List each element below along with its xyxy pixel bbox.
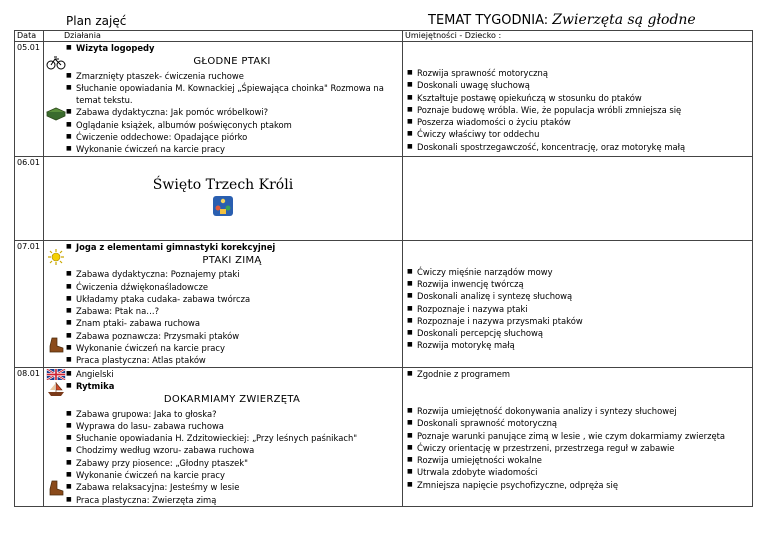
list-item: ■ Zmarznięty ptaszek- ćwiczenia ruchowe — [76, 70, 400, 82]
plan-label: Plan zajęć — [66, 14, 127, 28]
list-item: ■ Ćwiczy mięśnie narządów mowy — [417, 266, 750, 278]
list-item: ■ Praca plastyczna: Zwierzęta zimą — [76, 494, 400, 506]
list-item: ■ Ćwiczenie oddechowe: Opadające piórko — [76, 131, 400, 143]
boot-icon — [46, 480, 66, 496]
book-icon — [46, 106, 66, 122]
day-row-0701 — [15, 240, 753, 367]
list-item: ■ Doskonali sprawność motoryczną — [417, 417, 750, 429]
list-item: ■ Doskonali analizę i syntezę słuchową — [417, 290, 750, 302]
list-item: ■ Doskonali percepcję słuchową — [417, 327, 750, 339]
list-item: ■ Rytmika — [76, 380, 400, 392]
day-title: PTAKI ZIMĄ — [202, 254, 262, 266]
list-item: ■ Rozpoznaje i nazywa ptaki — [417, 303, 750, 315]
list-item: ■ Słuchanie opowiadania H. Zdzitowieckiej: „Przy leśnych paśnikach" — [76, 432, 400, 444]
nativity-icon — [212, 195, 234, 217]
list-item: ■ Rozpoznaje i nazywa przysmaki ptaków — [417, 315, 750, 327]
list-item: ■ Rozwija umiejętności wokalne — [417, 454, 750, 466]
list-item: ■ Oglądanie książek, albumów poświęconych ptakom — [76, 119, 400, 131]
day-row-0601 — [15, 156, 753, 240]
list-item: ■ Kształtuje postawę opiekuńczą w stosunku do ptaków — [417, 92, 750, 104]
list-item: ■ Znam ptaki- zabawa ruchowa — [76, 317, 400, 329]
list-item: ■ Rozwija umiejętność dokonywania analizy i syntezy słuchowej — [417, 405, 750, 417]
list-item: ■ Chodzimy według wzoru- zabawa ruchowa — [76, 444, 400, 456]
header-actions: Działania — [44, 31, 403, 42]
list-item: ■ Ćwiczy właściwy tor oddechu — [417, 128, 750, 140]
uk-flag-icon — [46, 369, 66, 380]
week-theme — [428, 12, 696, 28]
list-item: ■ Doskonali uwagę słuchową — [417, 79, 750, 91]
list-item: ■ Wykonanie ćwiczeń na karcie pracy — [76, 342, 400, 354]
day-activities — [44, 42, 403, 157]
list-item: ■ Wyprawa do lasu- zabawa ruchowa — [76, 420, 400, 432]
bicycle-icon — [46, 54, 66, 70]
list-item: ■ Układamy ptaka cudaka- zabawa twórcza — [76, 293, 400, 305]
ship-icon — [46, 381, 66, 397]
day-date: 05.01 — [15, 42, 44, 157]
day-row-0501 — [15, 42, 753, 157]
day-row-0801 — [15, 367, 753, 506]
list-item: ■ Ćwiczenia dźwiękonaśladowcze — [76, 281, 400, 293]
holiday-title: Święto Trzech Króli — [152, 176, 294, 193]
list-item: ■ Doskonali spostrzegawczość, koncentrację, oraz motorykę małą — [417, 141, 750, 153]
list-item: ■ Joga z elementami gimnastyki korekcyjnej — [76, 241, 400, 253]
list-item: ■ Zabawa dydaktyczna: Jak pomóc wróbelkowi? — [76, 106, 400, 118]
list-item: ■ Poznaje budowę wróbla. Wie, że populacja wróbli zmniejsza się — [417, 104, 750, 116]
header-skills: Umiejętności - Dziecko : — [403, 31, 753, 42]
week-theme-prefix: TEMAT TYGODNIA: — [428, 13, 549, 28]
list-item: ■ Praca plastyczna: Atlas ptaków — [76, 354, 400, 366]
list-item: ■ Poznaje warunki panujące zimą w lesie , wie czym dokarmiamy zwierzęta — [417, 430, 750, 442]
list-item: ■ Poszerza wiadomości o życiu ptaków — [417, 116, 750, 128]
day-skills — [403, 367, 753, 506]
lesson-plan-table — [14, 30, 753, 507]
list-item: ■ Zgodnie z programem — [417, 368, 750, 380]
list-item: ■ Zabawy przy piosence: „Głodny ptaszek" — [76, 457, 400, 469]
list-item: ■ Zabawa dydaktyczna: Poznajemy ptaki — [76, 268, 400, 280]
day-skills — [403, 42, 753, 157]
day-activities — [44, 240, 403, 367]
day-date: 08.01 — [15, 367, 44, 506]
day-activities — [44, 156, 403, 240]
list-item: ■ Zabawa relaksacyjna: Jesteśmy w lesie — [76, 481, 400, 493]
week-theme-title: Zwierzęta są głodne — [552, 12, 696, 28]
list-item: ■ Rozwija sprawność motoryczną — [417, 67, 750, 79]
list-item: ■ Zabawa poznawcza: Przysmaki ptaków — [76, 330, 400, 342]
list-item: ■ Zabawa grupowa: Jaka to głoska? — [76, 408, 400, 420]
table-header-row — [15, 31, 753, 42]
list-item: ■ Zmniejsza napięcie psychofizyczne, odpręża się — [417, 479, 750, 491]
list-item: ■ Wykonanie ćwiczeń na karcie pracy — [76, 143, 400, 155]
list-item: ■ Ćwiczy orientację w przestrzeni, przestrzega reguł w zabawie — [417, 442, 750, 454]
day-date: 07.01 — [15, 240, 44, 367]
list-item: ■ Angielski — [76, 368, 400, 380]
day-title: DOKARMIAMY ZWIERZĘTA — [163, 394, 301, 406]
list-item: ■ Wizyta logopedy — [76, 42, 400, 54]
list-item: ■ Utrwala zdobyte wiadomości — [417, 466, 750, 478]
day-skills — [403, 240, 753, 367]
boot-icon — [46, 337, 66, 353]
day-date: 06.01 — [15, 156, 44, 240]
sun-icon — [46, 249, 66, 265]
header-date: Data — [15, 31, 44, 42]
list-item: ■ Zabawa: Ptak na…? — [76, 305, 400, 317]
list-item: ■ Słuchanie opowiadania M. Kownackiej „Śpiewająca choinka" Rozmowa na temat tekstu. — [76, 82, 400, 107]
day-skills — [403, 156, 753, 240]
list-item: ■ Rozwija inwencję twórczą — [417, 278, 750, 290]
list-item: ■ Rozwija motorykę małą — [417, 339, 750, 351]
list-item: ■ Wykonanie ćwiczeń na karcie pracy — [76, 469, 400, 481]
day-activities — [44, 367, 403, 506]
day-title: GŁODNE PTAKI — [193, 56, 271, 68]
